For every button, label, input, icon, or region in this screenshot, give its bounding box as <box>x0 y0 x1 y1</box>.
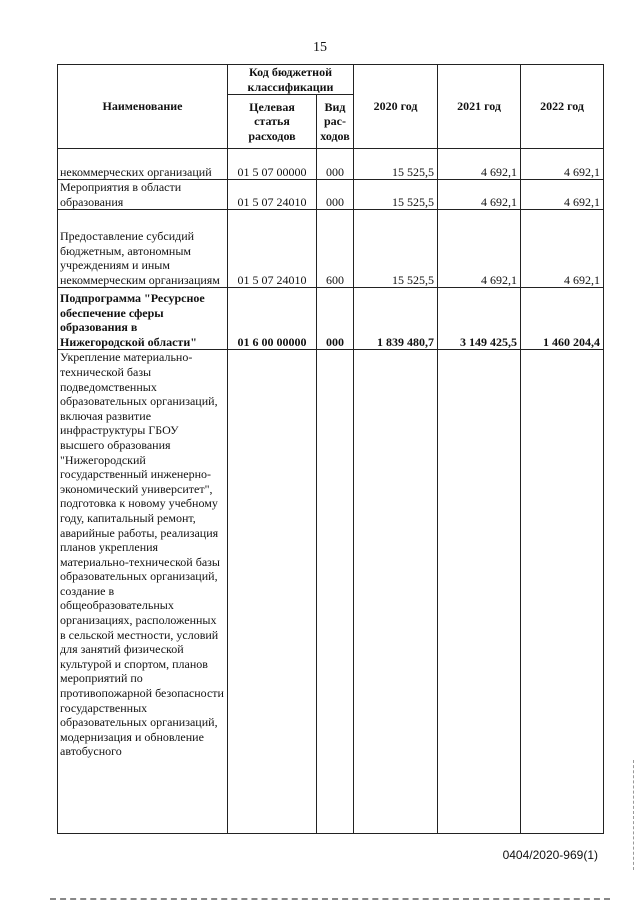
continuation-description: Укрепление материально-технической базы подведомственных образовательных организаций, включая развитие инфраструктуры ГБОУ высшего образования "Нижегородский государственный инженерно-экономический университет", подготовка к новому учебному году, капитальный ремонт, аварийные работы, реализация планов укрепления материально-технической базы образовательных организаций, создание в общеобразовательных организациях, расположенных в сельской местности, условий для занятий физической культурой и спортом, планов мероприятий по противопожарной безопасности государственных образовательных организаций, модернизация и обновление автобусного <box>58 350 228 834</box>
row-2022: 4 692,1 <box>521 210 604 288</box>
header-name: Наименование <box>58 65 228 149</box>
table-row <box>58 180 604 210</box>
header-expense-type: Вид рас-ходов <box>317 95 354 149</box>
header-budget-code: Код бюджетной классификации <box>228 65 354 95</box>
row-vid: 600 <box>317 210 354 288</box>
empty-cell <box>228 350 317 834</box>
empty-cell <box>354 350 438 834</box>
row-2020: 15 525,5 <box>354 149 438 180</box>
subprogram-name: Подпрограмма "Ресурсное обеспечение сферы образования в Нижегородской области" <box>58 288 228 350</box>
subprogram-row <box>58 288 604 350</box>
row-2022: 4 692,1 <box>521 149 604 180</box>
row-2020: 1 839 480,7 <box>354 288 438 350</box>
row-name: некоммерческих организаций <box>58 149 228 180</box>
row-2020: 15 525,5 <box>354 180 438 210</box>
header-target-article: Целевая статья расходов <box>228 95 317 149</box>
header-2020: 2020 год <box>354 65 438 149</box>
row-code: 01 5 07 24010 <box>228 210 317 288</box>
header-2022: 2022 год <box>521 65 604 149</box>
row-2020: 15 525,5 <box>354 210 438 288</box>
budget-table <box>57 64 604 834</box>
row-2021: 4 692,1 <box>438 149 521 180</box>
scan-edge-marks <box>633 760 636 870</box>
row-2021: 4 692,1 <box>438 210 521 288</box>
table-row <box>58 210 604 288</box>
table-row <box>58 149 604 180</box>
row-2022: 4 692,1 <box>521 180 604 210</box>
row-2021: 4 692,1 <box>438 180 521 210</box>
continuation-row <box>58 350 604 834</box>
row-code: 01 5 07 00000 <box>228 149 317 180</box>
row-name: Мероприятия в области образования <box>58 180 228 210</box>
row-code: 01 5 07 24010 <box>228 180 317 210</box>
row-2022: 1 460 204,4 <box>521 288 604 350</box>
empty-cell <box>317 350 354 834</box>
row-vid: 000 <box>317 180 354 210</box>
empty-cell <box>438 350 521 834</box>
document-id: 0404/2020-969(1) <box>502 848 598 862</box>
row-2021: 3 149 425,5 <box>438 288 521 350</box>
empty-cell <box>521 350 604 834</box>
row-vid: 000 <box>317 288 354 350</box>
page-number: 15 <box>313 40 327 55</box>
row-name: Предоставление субсидий бюджетным, автономным учреждениям и иным некоммерческим организациям <box>58 210 228 288</box>
row-vid: 000 <box>317 149 354 180</box>
scan-artifact-line <box>50 898 610 902</box>
row-code: 01 6 00 00000 <box>228 288 317 350</box>
header-2021: 2021 год <box>438 65 521 149</box>
header-row-1 <box>58 65 604 95</box>
